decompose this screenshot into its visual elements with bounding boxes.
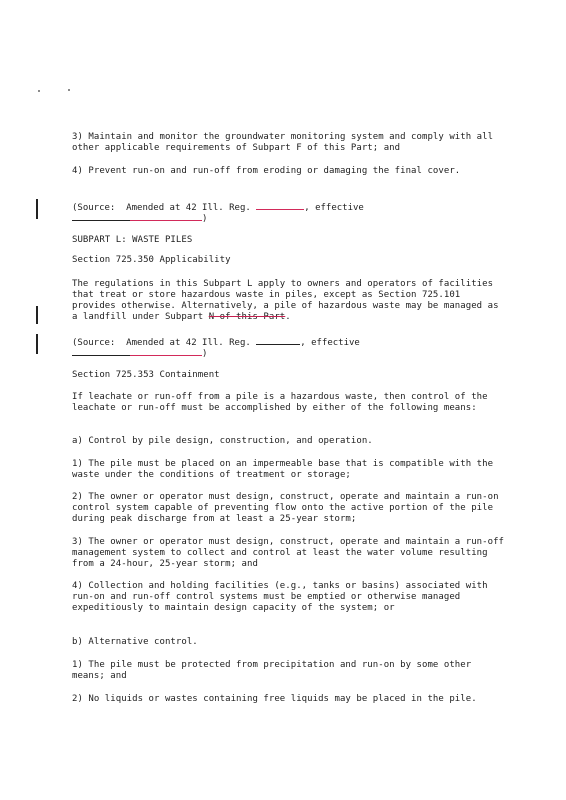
section-353-intro: If leachate or run-off from a pile is a hazardous waste, then control of the leachate or run-off must be accomplished by either of the following means: bbox=[72, 392, 488, 413]
blank-effective-date bbox=[130, 346, 202, 356]
section-350-heading: Section 725.350 Applicability bbox=[72, 255, 231, 265]
source-note-prefix: (Source: Amended at 42 Ill. Reg. bbox=[72, 203, 257, 213]
deleted-text: N of this Part bbox=[208, 312, 286, 322]
blank-effective-date bbox=[72, 346, 130, 356]
subsection-a-4: 4) Collection and holding facilities (e.g., tanks or basins) associated with run-on and run-off control systems must be emptied or otherwise managed expeditiously to maintain design capacity of the system; or bbox=[72, 581, 488, 613]
source-note-suffix: ) bbox=[202, 214, 208, 224]
section-353-heading: Section 725.353 Containment bbox=[72, 370, 220, 380]
source-note-suffix: ) bbox=[202, 349, 208, 359]
source-note-middle: , effective bbox=[300, 338, 360, 348]
scan-speck bbox=[68, 89, 70, 91]
subsection-b-1: 1) The pile must be protected from precipitation and run-on by some other means; and bbox=[72, 660, 472, 681]
revision-bar bbox=[36, 306, 38, 324]
subsection-a-1: 1) The pile must be placed on an impermeable base that is compatible with the waste under the conditions of treatment or storage; bbox=[72, 459, 494, 480]
source-note-1-line2 bbox=[72, 211, 207, 225]
blank-reg-number bbox=[256, 335, 300, 345]
item-4: 4) Prevent run-on and run-off from eroding or damaging the final cover. bbox=[72, 166, 461, 176]
item-3: 3) Maintain and monitor the groundwater monitoring system and comply with all other applicable requirements of Subpart F of this Part; and bbox=[72, 132, 494, 153]
subsection-a-3: 3) The owner or operator must design, construct, operate and maintain a run-off management system to collect and control at least the water volume resulting from a 24-hour, 25-year storm; and bbox=[72, 537, 505, 569]
section-350-end: . bbox=[285, 312, 291, 322]
section-350-text: The regulations in this Subpart L apply to owners and operators of facilities that treat or store hazardous waste in piles, except as Section 725.101 provides otherwise. Alternatively, a pile of hazardous waste may be managed as a landfill under Subpart bbox=[72, 279, 499, 322]
revision-bar bbox=[36, 199, 38, 219]
subsection-a: a) Control by pile design, construction, and operation. bbox=[72, 436, 373, 446]
source-note-prefix: (Source: Amended at 42 Ill. Reg. bbox=[72, 338, 257, 348]
source-note-2-line2 bbox=[72, 346, 207, 360]
subsection-a-2: 2) The owner or operator must design, construct, operate and maintain a run-on control system capable of preventing flow onto the active portion of the pile during peak discharge from at least a 25-year storm; bbox=[72, 492, 499, 524]
revision-bar bbox=[36, 334, 38, 354]
section-350-body bbox=[72, 279, 508, 323]
subsection-b-2: 2) No liquids or wastes containing free liquids may be placed in the pile. bbox=[72, 694, 477, 704]
blank-reg-number bbox=[256, 200, 304, 210]
source-note-middle: , effective bbox=[304, 203, 364, 213]
blank-effective-date bbox=[130, 211, 202, 221]
subsection-b: b) Alternative control. bbox=[72, 637, 198, 647]
scan-speck bbox=[38, 90, 40, 92]
subpart-heading: SUBPART L: WASTE PILES bbox=[72, 235, 193, 245]
blank-effective-date bbox=[72, 211, 130, 221]
